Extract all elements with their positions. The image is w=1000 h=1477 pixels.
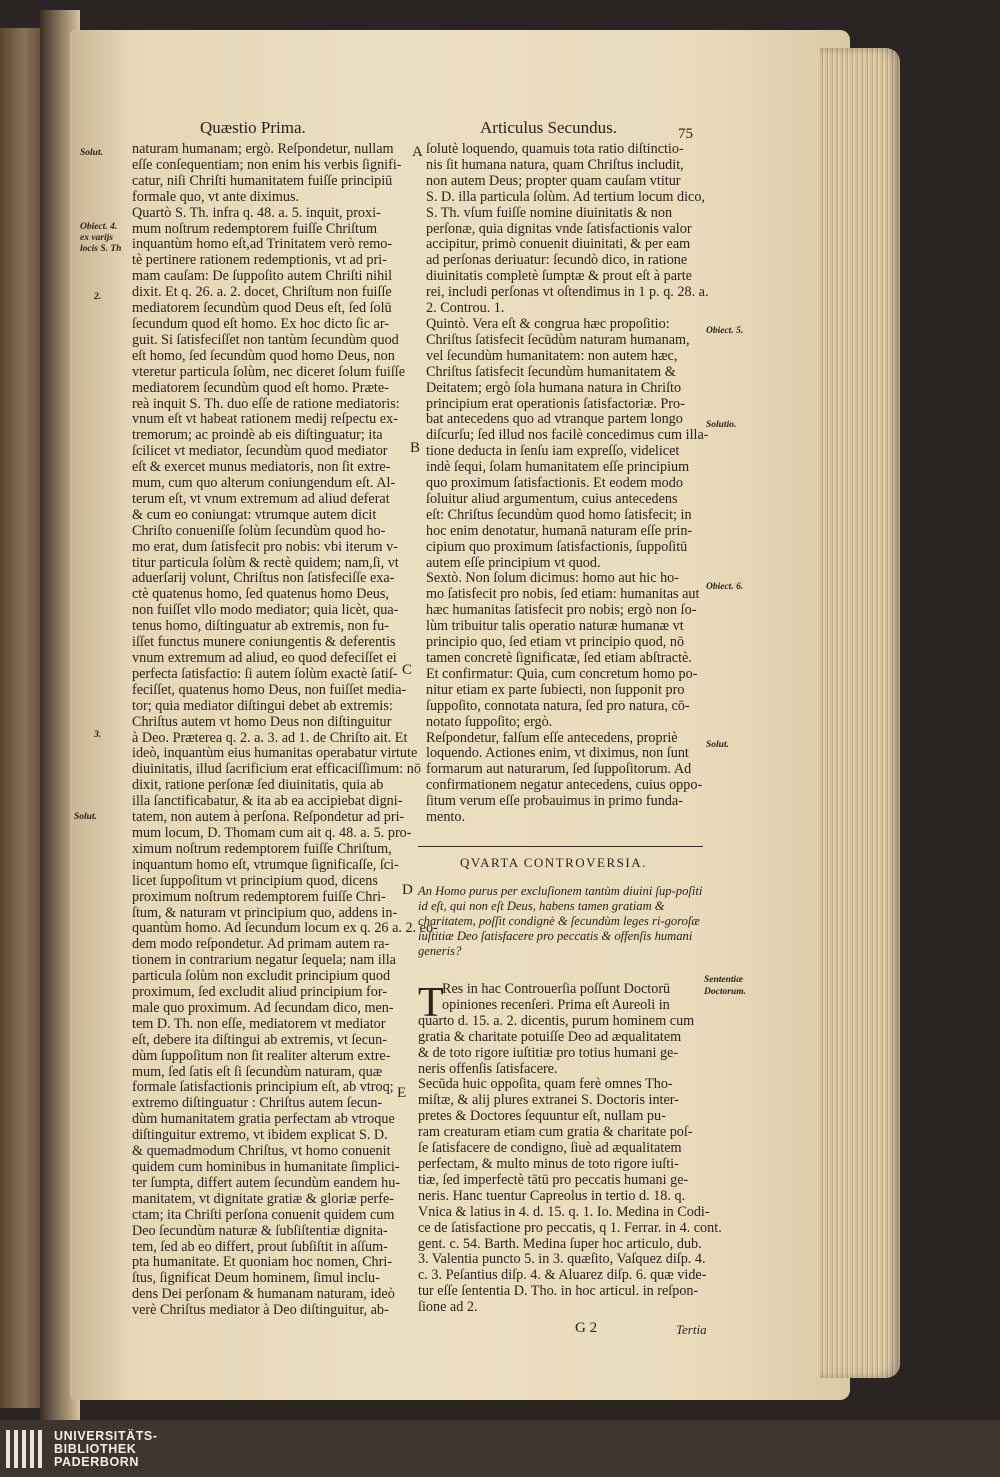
text-line: eſſe conſequentiam; non enim his verbis ſignifi- (132, 156, 402, 173)
text-line: ce de ſatisfactione pro peccatis, q 1. Ferrar. in 4. cont. (418, 1219, 722, 1236)
text-line: dixit. Et q. 26. a. 2. docet, Chriſtum non fuiſſe (132, 284, 392, 301)
text-line: Deitatem; ergò ſola humana natura in Chriſto (426, 379, 682, 396)
text-line: Deo ſecundùm naturæ & ſubſiſtentiæ dignita- (132, 1222, 388, 1239)
margin-note: 3. (94, 730, 102, 740)
margin-note: locis S. Th (80, 244, 122, 254)
text-line: tionem in contrarium negatur ſequela; nam illa (132, 952, 396, 969)
text-line: hæc humanitas ſatisfecit pro nobis; ergò non ſo- (426, 602, 697, 619)
page-number: 75 (678, 126, 693, 142)
text-line: pta humanitate. Et quoniam hoc nomen, Chri- (132, 1254, 393, 1271)
university-library-logo-icon (6, 1430, 46, 1468)
text-line: Sextò. Non ſolum dicimus: homo aut hic ho- (426, 570, 679, 587)
text-line: Vnica & latius in 4. d. 15. q. 1. Io. Medina in Codi- (418, 1203, 710, 1220)
text-line: diſcurſu; ſed illud nos facilè concedimus cum illa- (426, 427, 709, 444)
text-line: titur particula ſolùm & rectè quidem; nam,ſi, vt (132, 554, 399, 571)
text-line: proximum, ſed excludit aliud principium for- (132, 984, 388, 1001)
text-line: verè Chriſtus mediator à Deo diſtinguitur, ab- (132, 1302, 389, 1319)
text-line: S. D. illa particula ſolùm. Ad tertium locum dico, (426, 188, 705, 205)
text-line: ſecundum quod eſt homo. Ex hoc dicto ſic ar- (132, 315, 389, 332)
text-line: vnum extremum ad aliud, eo quod defeciſſet ei (132, 650, 397, 666)
margin-note: Sententiæ (704, 975, 744, 985)
text-line: vnum eſt vt habeat rationem medij reſpectu ex- (132, 411, 398, 428)
margin-note: Doctorum. (704, 987, 746, 997)
margin-note: Solut. (74, 812, 97, 822)
text-line: licet ſuppoſitum vt principium quod, dicens (132, 872, 378, 889)
text-line: quo proximum ſatisfactionis. Et eodem modo (426, 475, 683, 492)
text-line: ctè quatenus homo, ſed quatenus homo Deus, (132, 586, 389, 603)
section-letter: E (397, 1085, 407, 1101)
text-line: non autem Deus; propter quam cauſam vtitur (426, 172, 681, 189)
margin-note: 2. (94, 292, 102, 302)
text-line: ſitum verum eſſe probauimus in primo funda- (426, 793, 683, 810)
text-line: diſtinguitur extremo, vt ibidem explicat S. D. (132, 1127, 388, 1144)
text-line: vteretur particula ſolùm, nec diceret ſolum fuiſſe (132, 363, 406, 380)
text-line: Res in hac Controuerſia poſſunt Doctorū (442, 981, 671, 997)
text-line: lùm tribuitur talis operatio naturæ humanæ vt (426, 618, 684, 635)
text-line: cipium quo proximum ſatisfactionis, ſuppoſitū (426, 538, 688, 555)
text-line: formale ſatisfactionis principium eſt, ab vtroq; (132, 1079, 394, 1096)
text-line: manitatem, vt dignitate gratiæ & gloriæ perfe- (132, 1190, 395, 1207)
text-line: mum noſtrum redemptorem fuiſſe Chriſtum (132, 220, 378, 237)
text-line: quarto d. 15. a. 2. dicentis, purum hominem cum (418, 1012, 695, 1029)
text-line: loquendo. Actiones enim, vt diximus, non ſunt (426, 745, 689, 762)
text-line: mum, cum quo alterum coniungendum eſt. Al- (132, 475, 396, 492)
text-line: Chriſtus autem vt homo Deus non diſtinguitur (132, 713, 392, 730)
text-line: mento. (426, 809, 466, 826)
text-line: dem modo reſpondetur. Ad primam autem ra- (132, 936, 390, 953)
page-edges (820, 48, 900, 1378)
text-line: & quemadmodum Chriſtus, vt homo conuenit (132, 1143, 391, 1160)
text-line: diuinitatis, illud ſacrificium erat efficaciſſimum: nō (132, 761, 421, 778)
text-line: proximum noſtrum redemptorem fuiſſe Chri- (132, 888, 386, 905)
text-line: dùm humanitatem gratia perfectam ab vtroque (132, 1111, 395, 1128)
text-line: tremorum; ac proindè ab eis diſtinguatur; ita (132, 427, 383, 444)
text-line: formale quo, vt ante diximus. (132, 188, 300, 205)
text-line: & cum eo coniungat: vtrumque autem dicit (132, 506, 377, 523)
text-line: autem eſſe principium vt quod. (426, 554, 601, 571)
text-line: à Deo. Præterea q. 2. a. 3. ad 1. de Chriſto ait. Et (132, 729, 408, 746)
text-line: tione deducta in ſenſu iam expreſſo, videlicet (426, 443, 680, 460)
text-line: terum eſt, vt vnum extremum ad aliud deferat (132, 490, 390, 507)
text-line: dùm ſuppoſitum non ſit realiter alterum extre- (132, 1047, 391, 1064)
margin-note: Obiect. 6. (706, 582, 744, 592)
section-heading: QVARTA CONTROVERSIA. (460, 855, 647, 870)
text-line: iſſet functus munere coniungentis & deferentis (132, 634, 396, 651)
text-line: mo ſatisfecit pro nobis, ſed etiam: humanitas aut (426, 586, 700, 603)
text-line: mum, ſed ſatis eſt ſi ſecundùm naturam, quæ (132, 1063, 383, 1080)
margin-note: Solut. (706, 740, 729, 750)
text-line: mediatorem ſecundùm quod Deus eſt, ſed ſolū (132, 300, 392, 317)
text-line: nitur etiam ex parte ſubiecti, non ſupponit pro (426, 681, 685, 698)
text-line: tur eſſe ſententia D. Tho. in hoc articul. in reſpon- (418, 1283, 699, 1300)
text-line: Reſpondetur, falſum eſſe antecedens, propriè (426, 729, 678, 746)
text-line: tè pertinere rationem redemptionis, vt ad pri- (132, 252, 387, 269)
text-line: illa ſanctificabatur, & ita ab ea accipiebat digni- (132, 793, 403, 810)
text-line: tor; quia mediator diſtingui debet ab extremis: (132, 697, 393, 714)
text-line: 3. Valentia puncto 5. in 3. quæſito, Vaſquez diſp. 4. (418, 1251, 706, 1268)
text-line: perfectam, & multo minus de toto rigore iuſti- (418, 1155, 679, 1172)
text-line: miſtæ, & alij plures extranei S. Doctoris inter- (418, 1092, 679, 1109)
catchword: Tertia (676, 1322, 707, 1337)
text-line: S. Th. vſum fuiſſe nomine diuinitatis & non (426, 204, 673, 221)
text-line: tatem, non autem à perſona. Reſpondetur ad pri- (132, 809, 405, 826)
text-line: gratia & charitate potuiſſe Deo ad æqualitatem (418, 1028, 682, 1045)
section-letter: A (412, 144, 423, 160)
library-name-line: UNIVERSITÄTS- (54, 1429, 158, 1443)
text-line: 2. Controu. 1. (426, 300, 505, 317)
text-line: ſoluitur aliud argumentum, cuius antecedens (426, 490, 678, 507)
text-line: Chriſtus ſatisfecit ſecūdùm naturam humanam, (426, 331, 690, 348)
right-column-text (426, 141, 709, 826)
section-rule (418, 846, 703, 847)
text-line: eſt & exercet munus mediatoris, non ſit extre- (132, 459, 391, 476)
drop-cap: T (418, 980, 444, 1026)
text-line: ſuppoſito, connotata natura, ſed pro natura, cō- (426, 697, 690, 714)
library-name (54, 1430, 158, 1469)
section-letter: C (402, 662, 413, 678)
text-line: & de toto rigore iuſtitiæ pro totius humani ge- (418, 1044, 679, 1061)
text-line: indè ſequi, ſolam humanitatem eſſe principium (426, 459, 690, 476)
controversy-question: An Homo purus per excluſionem tantùm diuini ſup-poſiti id eſt, qui non eſt Deus, habens tamen gratiam & charitatem, poſſit condignè & ſecundùm leges ri-goroſæ iuſtitiæ Deo ſatisfacere pro peccatis & offenſis humani generis? (418, 884, 703, 958)
text-line: naturam humanam; ergò. Reſpondetur, nullam (132, 141, 394, 157)
text-line: catur, niſi Chriſti humanitatem fuiſſe principiū (132, 172, 393, 189)
text-line: hoc enim denotatur, humanā naturam eſſe prin- (426, 522, 693, 539)
margin-note: ex varijs (80, 233, 113, 243)
section-letter: B (410, 440, 421, 456)
text-line: c. 3. Peſantius diſp. 4. & Aluarez diſp. 6. quæ vide- (418, 1267, 707, 1284)
text-line: ſcilicet vt mediator, ſecundùm quod mediator (132, 443, 388, 460)
text-line: quidem cum hominibus in humanitate ſimplici- (132, 1159, 400, 1175)
text-line: notato ſuppoſito; ergò. (426, 713, 553, 730)
signature-mark: G 2 (575, 1320, 598, 1336)
text-line: dens Dei perſonam & humanam naturam, ideò (132, 1286, 395, 1303)
margin-note: Obiect. 5. (706, 326, 744, 336)
text-line: nis ſit humana natura, quam Chriſtus includit, (426, 156, 684, 173)
running-head-right: Articulus Secundus. (480, 118, 617, 137)
text-line: perfecta ſatisfactio: ſi autem ſolùm exactè ſatiſ- (132, 665, 398, 682)
text-line: ſione ad 2. (418, 1299, 478, 1316)
text-line: eſt homo, ſed ſecundùm quod homo Deus, non (132, 347, 395, 364)
text-line: guit. Si ſatisfeciſſet non tantùm ſecundùm quod (132, 331, 399, 348)
text-line: perſonæ, quia dignitas vnde ſatisfactionis valor (426, 220, 692, 237)
text-line: bat antecedens quo ad vtranque partem longo (426, 411, 683, 428)
text-line: Chriſtus ſatisfecit ſecundùm humanitatem & (426, 363, 676, 380)
text-line: principio quo, ſed etiam vt principio quod, nō (426, 634, 685, 651)
text-line: accipitur, primò conuenit diuinitati, & per eam (426, 236, 691, 253)
text-line: ram creaturam etiam cum gratia & charitate poſ- (418, 1124, 693, 1141)
text-line: ctam; ita Chriſti perſona conuenit quidem cum (132, 1206, 395, 1223)
left-column-text (132, 141, 438, 1319)
text-line: male quo proximum. Ad ſecundam dico, men- (132, 999, 394, 1016)
text-line: neris. Hanc tuentur Capreolus in tertio d. 18. q. (418, 1187, 686, 1204)
text-line: tamen concretè ſignificatæ, ſed etiam abſtractè. (426, 650, 692, 666)
text-line: Quartò S. Th. infra q. 48. a. 5. inquit, proxi- (132, 204, 381, 221)
text-line: formarum aut naturarum, ſed ſuppoſitorum. Ad (426, 761, 692, 778)
text-line: ximum noſtrum redemptorem fuiſſe Chriſtum, (132, 840, 392, 857)
text-line: quantùm homo. Ad ſecundum locum ex q. 26 a. 2. eo- (132, 920, 438, 937)
text-line: opiniones recenſeri. Prima eſt Aureoli in (442, 996, 670, 1013)
right-column-continuation (418, 981, 722, 1316)
text-line: Chriſto conueniſſe ſolùm ſecundùm quod ho- (132, 522, 386, 539)
section-letter: D (402, 882, 413, 898)
running-head-left: Quæstio Prima. (200, 118, 306, 137)
text-line: tiæ, ſed imperfectè tātū pro peccatis humani ge- (418, 1171, 689, 1188)
text-line: particula ſolùm non excludit principium quod (132, 968, 391, 985)
text-line: ter ſumpta, differt autem ſecundùm eandem hu- (132, 1174, 401, 1191)
library-name-line: PADERBORN (54, 1455, 140, 1469)
text-line: tem, ſed ab eo differt, prout ſubſiſtit in aſſum- (132, 1238, 388, 1255)
text-line: ſolutè loquendo, quamuis tota ratio diſtinctio- (426, 141, 684, 157)
left-page-edge (0, 28, 40, 1408)
text-line: ad perſonas deriuatur: ſecundò dico, in ratione (426, 252, 688, 269)
text-line: reà inquit S. Th. duo eſſe de ratione mediatoris: (132, 395, 400, 412)
text-line: feciſſet, quatenus homo Deus, non fuiſſet media- (132, 681, 407, 698)
text-line: eſt, debere ita diſtingui ab extremis, vt ſecun- (132, 1031, 387, 1048)
text-line: Secūda huic oppoſita, quam ferè omnes Tho- (418, 1076, 673, 1093)
margin-note: Obiect. 4. (80, 222, 118, 232)
text-line: mediatorem ſecundùm quod eſt homo. Præte- (132, 379, 389, 396)
text-line: Quintò. Vera eſt & congrua hæc propoſitio: (426, 315, 670, 332)
text-line: gent. c. 54. Barth. Medina ſuper hoc articulo, dub. (418, 1235, 702, 1252)
text-line: dixit, ratione perſonæ ſed diuinitatis, quia ab (132, 777, 384, 794)
text-line: non fuiſſet vllo modo mediator; quia licèt, qua- (132, 602, 399, 619)
text-line: vel ſecundùm humanitatem: non autem hæc, (426, 347, 678, 364)
margin-note: Solutio. (706, 420, 737, 430)
text-line: eſt: Chriſtus ſecundùm quod homo ſatisfecit; in (426, 506, 692, 523)
text-line: aduerſarij volunt, Chriſtus non ſatisfeciſſe exa- (132, 570, 395, 587)
text-line: inquantum homo eſt, vtrumque ſignificaſſe, ſci- (132, 856, 399, 873)
text-line: neris offenſis ſatisfacere. (418, 1060, 558, 1077)
text-line: Et confirmatur: Quia, cum concretum homo po- (426, 665, 698, 682)
text-line: rei, includi perſonas vt oſtendimus in 1 p. q. 28. a. (426, 284, 709, 301)
text-line: ſe ſatisfacere de condigno, ſiuè ad æqualitatem (418, 1140, 682, 1157)
text-line: ideò, inquantùm eius humanitas operabatur virtute (132, 745, 418, 762)
text-line: ſtus, ſignificat Deum hominem, ſimul inclu- (132, 1270, 380, 1287)
text-line: diuinitatis completè ſumptæ & prout eſt à parte (426, 268, 692, 285)
text-line: principium erat operationis ſatisfactoriæ. Pro- (426, 395, 685, 412)
text-line: mo erat, dum ſatisfecit pro nobis: vbi iterum v- (132, 538, 398, 555)
text-line: mum locum, D. Thomam cum ait q. 48. a. 5. pro- (132, 824, 412, 841)
margin-note: Solut. (80, 148, 103, 158)
text-line: mam cauſam: De ſuppoſito autem Chriſti nihil (132, 268, 393, 285)
text-line: inquantùm homo eſt,ad Trinitatem verò remo- (132, 236, 393, 253)
library-name-line: BIBLIOTHEK (54, 1442, 137, 1456)
text-line: extremo diſtinguatur : Chriſtus autem ſecun- (132, 1095, 383, 1112)
text-line: pretes & Doctores ſequuntur eſt, nullam pu- (418, 1108, 666, 1125)
text-line: tenus homo, diſtinguatur ab extremis, non fu- (132, 618, 389, 635)
text-line: tem D. Th. non eſſe, mediatorem vt mediator (132, 1015, 386, 1032)
text-line: confirmationem negatur antecedens, cuius oppo- (426, 777, 703, 794)
text-line: ſtum, & naturam vt principium quo, addens in- (132, 904, 398, 921)
